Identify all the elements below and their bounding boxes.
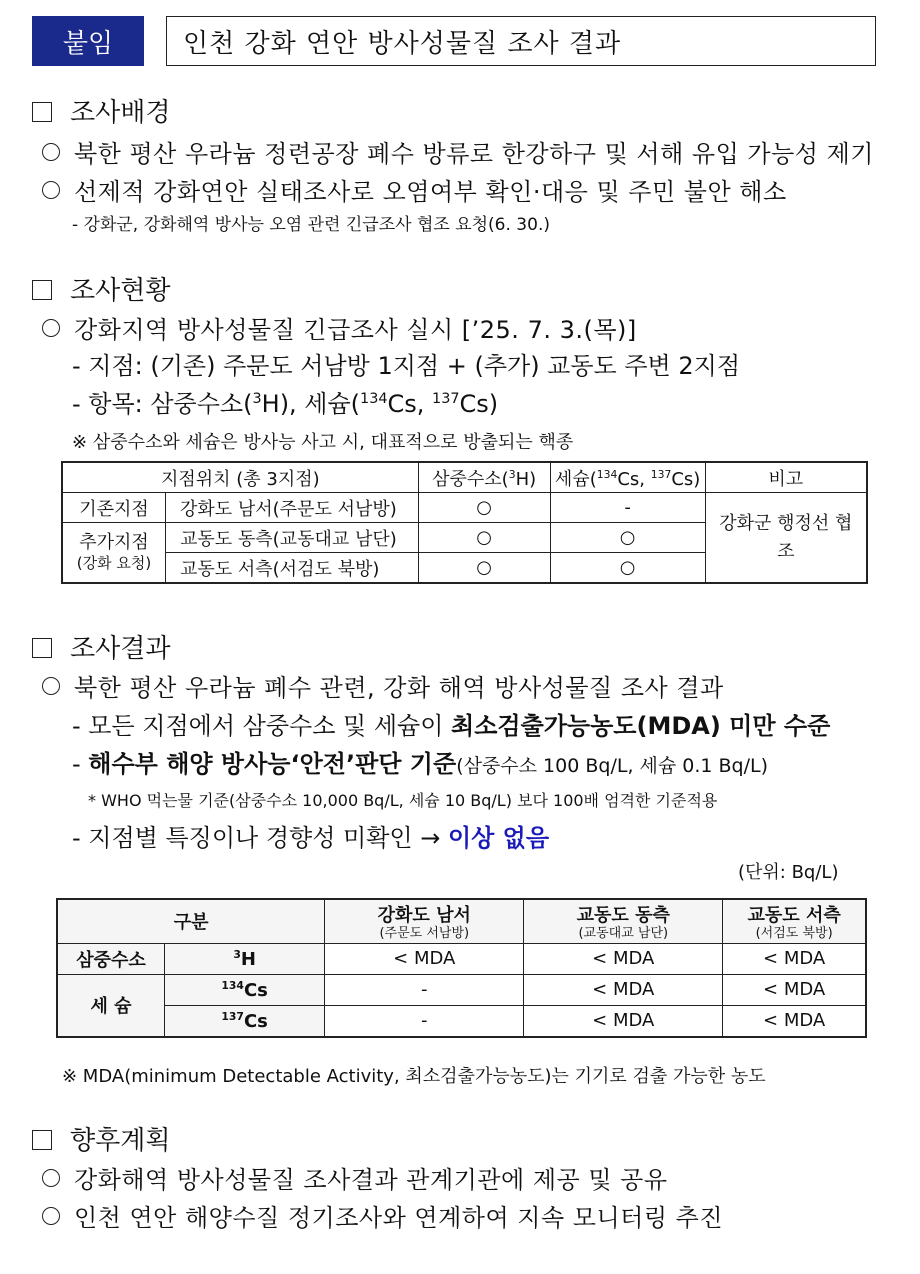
tritium-mark: ○ (418, 493, 550, 523)
table-header-row (62, 462, 867, 493)
col-tritium: 삼중수소($^3$H) (418, 462, 550, 493)
circle-bullet-icon (42, 181, 60, 199)
results-table (56, 898, 867, 1038)
site-name: 교동도 동측(교동대교 남단) (166, 523, 419, 553)
background-sub-note: - 강화군, 강화해역 방사능 오염 관련 긴급조사 협조 요청(6. 30.) (72, 215, 550, 235)
result-cell: < MDA (723, 943, 866, 974)
col-remark: 비고 (705, 462, 867, 493)
tritium-mark: ○ (418, 553, 550, 584)
result-cell: < MDA (325, 943, 524, 974)
result-cell: < MDA (723, 1005, 866, 1037)
status-items: - 항목: 삼중수소($^3$H), 세슘($^{134}$Cs, $^{137}$Cs) (72, 390, 499, 418)
circle-bullet-icon (42, 319, 60, 337)
site-name: 교동도 서측(서검도 북방) (166, 553, 419, 584)
table-row (57, 943, 866, 974)
group-added: 추가지점 (강화 요청) (62, 523, 166, 584)
mda-note: ※ MDA(minimum Detectable Activity, 최소검출가능농도)는 기기로 검출 가능한 농도 (62, 1066, 766, 1087)
background-item-1: 북한 평산 우라늄 정련공장 폐수 방류로 한강하구 및 서해 유입 가능성 제기 (42, 134, 874, 169)
col-site-2: 교동도 동측 (교동대교 남단) (524, 899, 723, 943)
square-bullet-icon (32, 102, 52, 122)
sampling-sites-table (61, 461, 868, 584)
square-bullet-icon (32, 280, 52, 300)
col-site-1: 강화도 남서 (주문도 서남방) (325, 899, 524, 943)
status-points: - 지점: (기존) 주문도 서남방 1지점 + (추가) 교동도 주변 2지점 (72, 352, 740, 380)
nuclide-h3: $^3$H (165, 943, 325, 974)
result-cell: < MDA (524, 1005, 723, 1037)
table-row (57, 1005, 866, 1037)
results-line-4: - 지점별 특징이나 경향성 미확인 → 이상 없음 (72, 824, 550, 852)
result-cell: - (325, 1005, 524, 1037)
cesium-mark: ○ (550, 523, 705, 553)
document-title: 인천 강화 연안 방사성물질 조사 결과 (166, 16, 876, 66)
nuclide-cs137: $^{137}$Cs (165, 1005, 325, 1037)
background-item-2: 선제적 강화연안 실태조사로 오염여부 확인·대응 및 주민 불안 해소 (42, 172, 787, 207)
status-note: ※ 삼중수소와 세슘은 방사능 사고 시, 대표적으로 방출되는 핵종 (72, 432, 574, 453)
section-background-heading: 조사배경 (32, 92, 170, 129)
table-row (57, 974, 866, 1005)
col-cesium: 세슘($^{134}$Cs, $^{137}$Cs) (550, 462, 705, 493)
remark-cell: 강화군 행정선 협조 (705, 493, 867, 584)
tritium-mark: ○ (418, 523, 550, 553)
result-cell: < MDA (524, 943, 723, 974)
plan-item-1: 강화해역 방사성물질 조사결과 관계기관에 제공 및 공유 (42, 1160, 668, 1195)
col-site-3: 교동도 서측 (서검도 북방) (723, 899, 866, 943)
results-line-1: - 모든 지점에서 삼중수소 및 세슘이 최소검출가능농도(MDA) 미만 수준 (72, 712, 831, 740)
circle-bullet-icon (42, 677, 60, 695)
section-results-heading: 조사결과 (32, 628, 170, 665)
unit-label: (단위: Bq/L) (738, 862, 839, 883)
results-item: 북한 평산 우라늄 폐수 관련, 강화 해역 방사성물질 조사 결과 (42, 668, 724, 703)
attachment-tag: 붙임 (32, 16, 144, 66)
result-cell: - (325, 974, 524, 1005)
result-cell: < MDA (723, 974, 866, 1005)
results-line-2: - 해수부 해양 방사능‘안전’판단 기준(삼중수소 100 Bq/L, 세슘 0.1 Bq/L) (72, 750, 769, 778)
status-item: 강화지역 방사성물질 긴급조사 실시 [’25. 7. 3.(목)] (42, 310, 637, 345)
square-bullet-icon (32, 1130, 52, 1150)
site-name: 강화도 남서(주문도 서남방) (166, 493, 419, 523)
row-tritium: 삼중수소 (57, 943, 165, 974)
nuclide-cs134: $^{134}$Cs (165, 974, 325, 1005)
square-bullet-icon (32, 638, 52, 658)
table-header-row (57, 899, 866, 943)
section-plan-heading: 향후계획 (32, 1120, 170, 1157)
row-cesium: 세 슘 (57, 974, 165, 1037)
col-location: 지점위치 (총 3지점) (62, 462, 418, 493)
plan-item-2: 인천 연안 해양수질 정기조사와 연계하여 지속 모니터링 추진 (42, 1198, 723, 1233)
who-note: * WHO 먹는물 기준(삼중수소 10,000 Bq/L, 세슘 10 Bq/L) 보다 100배 엄격한 기준적용 (88, 791, 718, 810)
table-row (62, 493, 867, 523)
group-existing: 기존지점 (62, 493, 166, 523)
circle-bullet-icon (42, 1169, 60, 1187)
col-category: 구분 (57, 899, 325, 943)
cesium-mark: - (550, 493, 705, 523)
circle-bullet-icon (42, 1207, 60, 1225)
cesium-mark: ○ (550, 553, 705, 584)
result-cell: < MDA (524, 974, 723, 1005)
section-status-heading: 조사현황 (32, 270, 170, 307)
circle-bullet-icon (42, 143, 60, 161)
